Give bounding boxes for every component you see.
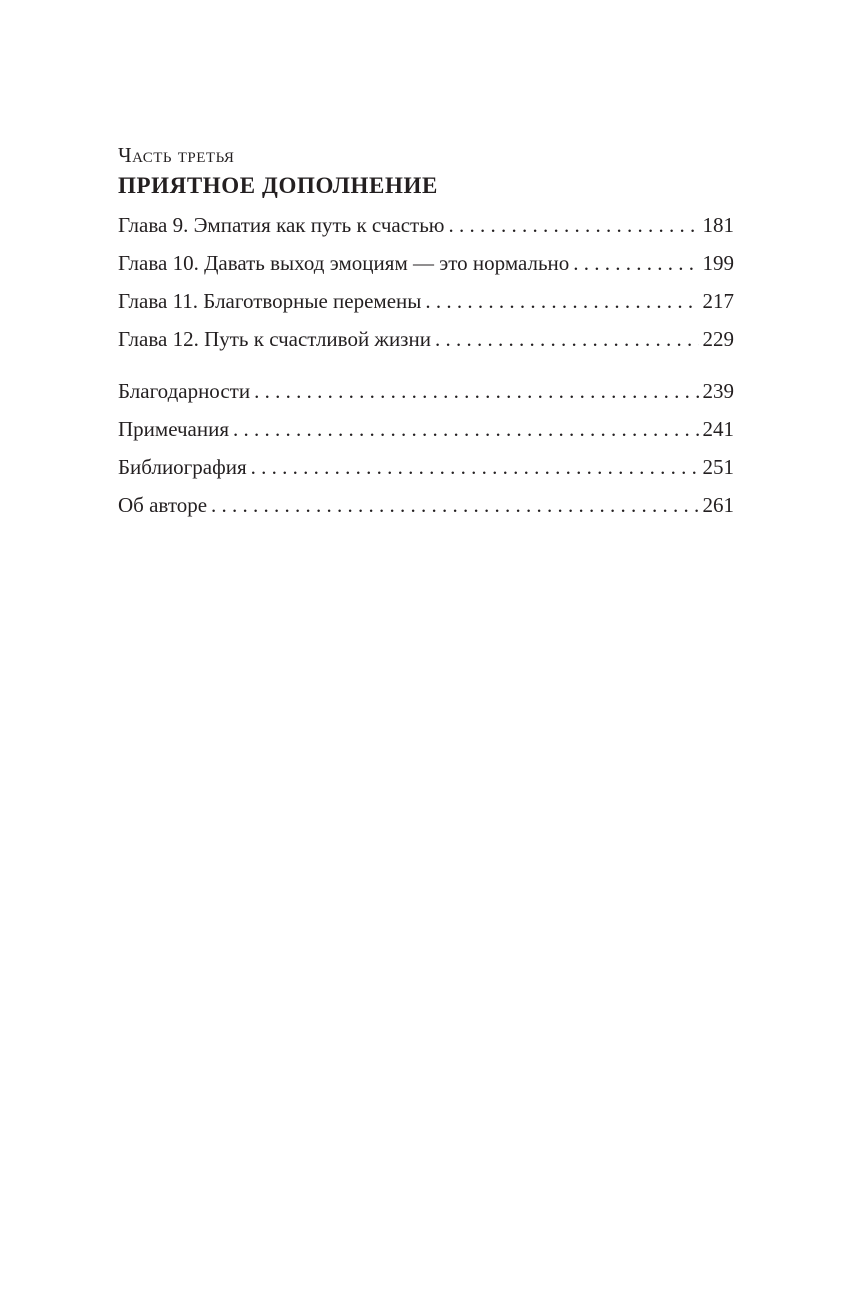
dot-leader <box>254 372 698 410</box>
section-spacer <box>118 358 734 372</box>
toc-entry-bibliography <box>118 448 734 486</box>
toc-entry-page: 199 <box>702 251 734 275</box>
toc-entry-title: Примечания <box>118 417 230 441</box>
toc-entry-title: Об авторе <box>118 493 208 517</box>
toc-entry-page: 217 <box>702 289 734 313</box>
toc-entry-page: 229 <box>702 327 734 351</box>
toc-entry-title: Глава 12. Путь к счастливой жизни <box>118 327 431 351</box>
toc-entry-chapter-9 <box>118 206 734 244</box>
toc-entry-page: 239 <box>702 379 734 403</box>
toc-entry-chapter-12 <box>118 320 734 358</box>
dot-leader <box>233 410 698 448</box>
dot-leader <box>425 282 698 320</box>
toc-entry-about-author <box>118 486 734 524</box>
toc-entry-page: 181 <box>702 213 734 237</box>
toc-entry-page: 241 <box>702 417 734 441</box>
toc-entry-acknowledgements <box>118 372 734 410</box>
part-title: ПРИЯТНОЕ ДОПОЛНЕНИЕ <box>118 173 438 198</box>
toc-entry-page: 251 <box>702 455 734 479</box>
toc-entry-title: Глава 10. Давать выход эмоциям — это нормально <box>118 251 570 275</box>
backmatter-list <box>118 372 734 524</box>
toc-entry-title: Глава 11. Благотворные перемены <box>118 289 422 313</box>
toc-entry-title: Библиография <box>118 455 247 479</box>
chapter-list <box>118 206 734 358</box>
part-label: Часть третья <box>118 143 235 167</box>
toc-entry-notes <box>118 410 734 448</box>
toc-entry-chapter-10 <box>118 244 734 282</box>
toc-entry-chapter-11 <box>118 282 734 320</box>
dot-leader <box>435 320 699 358</box>
toc-entry-page: 261 <box>702 493 734 517</box>
toc-entry-title: Глава 9. Эмпатия как путь к счастью <box>118 213 445 237</box>
toc-entry-title: Благодарности <box>118 379 251 403</box>
dot-leader <box>448 206 698 244</box>
dot-leader <box>251 448 699 486</box>
dot-leader <box>573 244 698 282</box>
table-of-contents <box>118 140 734 524</box>
dot-leader <box>211 486 698 524</box>
